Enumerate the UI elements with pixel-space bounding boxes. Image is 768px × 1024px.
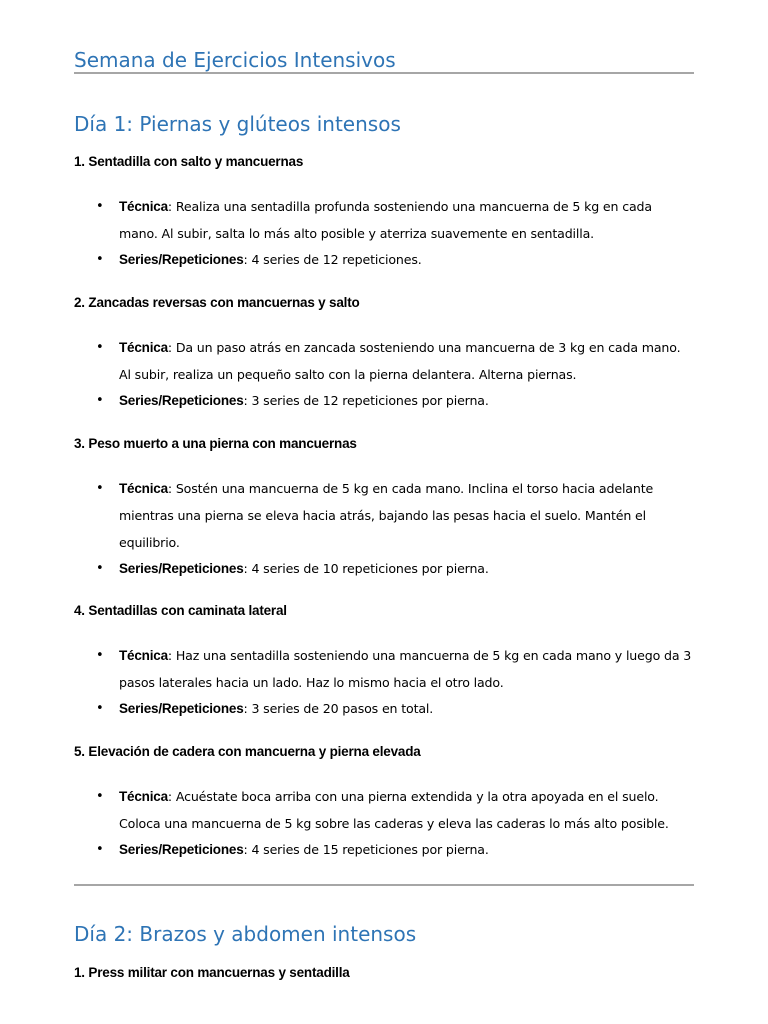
day-1-heading: Día 1: Piernas y glúteos intensos: [74, 112, 401, 136]
tecnica-label: Técnica: [119, 340, 168, 355]
tecnica-label: Técnica: [119, 481, 168, 496]
document-title: Semana de Ejercicios Intensivos: [74, 48, 396, 72]
exercise-title: 1. Sentadilla con salto y mancuernas: [74, 154, 304, 169]
bullet-icon: •: [96, 199, 104, 214]
series-text: : 3 series de 20 pasos en total.: [243, 701, 434, 716]
exercise-title: 3. Peso muerto a una pierna con mancuernas: [74, 436, 357, 451]
bullet-icon: •: [96, 561, 104, 576]
exercise-title: 5. Elevación de cadera con mancuerna y pierna elevada: [74, 744, 421, 759]
title-divider: [74, 72, 694, 74]
series-text: : 4 series de 10 repeticiones por pierna.: [243, 561, 489, 576]
series-text: : 4 series de 12 repeticiones.: [243, 252, 422, 267]
tecnica-text: : Acuéstate boca arriba con una pierna extendida y la otra apoyada en el suelo.: [167, 789, 659, 804]
tecnica-text: mientras una pierna se eleva hacia atrás, bajando las pesas hacia el suelo. Mantén el: [119, 508, 647, 523]
series-label: Series/Repeticiones: [119, 252, 244, 267]
tecnica-text: pasos laterales hacia un lado. Haz lo mismo hacia el otro lado.: [119, 675, 504, 690]
series-label: Series/Repeticiones: [119, 701, 244, 716]
tecnica-text: Al subir, realiza un pequeño salto con la pierna delantera. Alterna piernas.: [119, 367, 577, 382]
section-divider: [74, 884, 694, 886]
tecnica-text: : Realiza una sentadilla profunda sosteniendo una mancuerna de 5 kg en cada: [167, 199, 652, 214]
bullet-icon: •: [96, 842, 104, 857]
tecnica-text: mano. Al subir, salta lo más alto posible y aterriza suavemente en sentadilla.: [119, 226, 595, 241]
tecnica-text: : Haz una sentadilla sosteniendo una mancuerna de 5 kg en cada mano y luego da 3: [167, 648, 692, 663]
bullet-icon: •: [96, 340, 104, 355]
bullet-icon: •: [96, 701, 104, 716]
tecnica-label: Técnica: [119, 199, 168, 214]
bullet-icon: •: [96, 481, 104, 496]
tecnica-label: Técnica: [119, 789, 168, 804]
bullet-icon: •: [96, 648, 104, 663]
series-label: Series/Repeticiones: [119, 842, 244, 857]
tecnica-text: equilibrio.: [119, 535, 180, 550]
tecnica-text: : Da un paso atrás en zancada sosteniendo una mancuerna de 3 kg en cada mano.: [167, 340, 681, 355]
tecnica-text: : Sostén una mancuerna de 5 kg en cada mano. Inclina el torso hacia adelante: [167, 481, 654, 496]
exercise-title: 1. Press militar con mancuernas y sentadilla: [74, 965, 350, 980]
series-text: : 3 series de 12 repeticiones por pierna.: [243, 393, 489, 408]
tecnica-label: Técnica: [119, 648, 168, 663]
bullet-icon: •: [96, 789, 104, 804]
exercise-title: 2. Zancadas reversas con mancuernas y salto: [74, 295, 360, 310]
day-2-heading: Día 2: Brazos y abdomen intensos: [74, 922, 417, 946]
series-text: : 4 series de 15 repeticiones por pierna.: [243, 842, 489, 857]
bullet-icon: •: [96, 393, 104, 408]
tecnica-text: Coloca una mancuerna de 5 kg sobre las caderas y eleva las caderas lo más alto posible.: [119, 816, 669, 831]
series-label: Series/Repeticiones: [119, 561, 244, 576]
exercise-title: 4. Sentadillas con caminata lateral: [74, 603, 287, 618]
bullet-icon: •: [96, 252, 104, 267]
series-label: Series/Repeticiones: [119, 393, 244, 408]
